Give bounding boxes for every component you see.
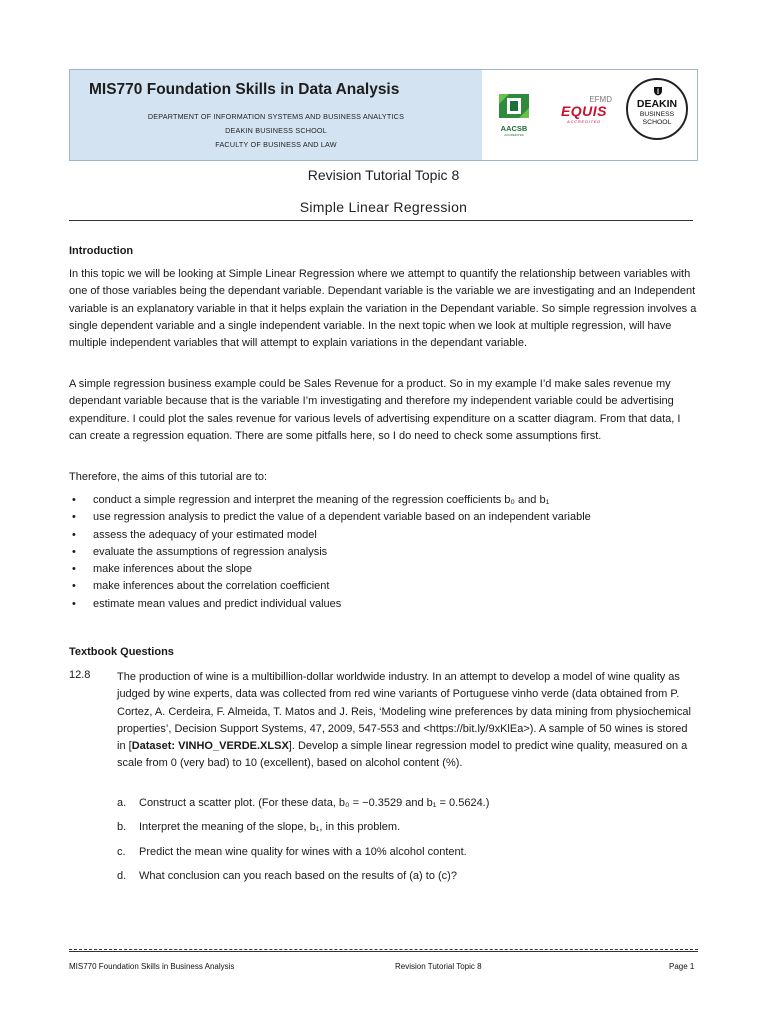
deakin-subtext-1: BUSINESS bbox=[639, 111, 675, 118]
footer-divider bbox=[69, 949, 698, 950]
list-item: • make inferences about the slope bbox=[69, 561, 699, 578]
textbook-questions-heading: Textbook Questions bbox=[69, 646, 174, 658]
aims-list bbox=[69, 492, 699, 613]
bullet-icon: • bbox=[72, 580, 76, 593]
dataset-reference: Dataset: VINHO_VERDE.XLSX bbox=[131, 740, 289, 753]
list-item: • make inferences about the correlation coefficient bbox=[69, 578, 699, 595]
question-number: 12.8 bbox=[69, 669, 91, 681]
introduction-paragraph-1: In this topic we will be looking at Simple Linear Regression where we attempt to quantify the relationship between variables with one of those variables being the dependant variable. Dependant variable is the variable we are investigating and an Independent variable is an explanatory variable in that it helps explain the variation in the Dependant variable. So simple regression involves a single dependent variable and a single independent variable. In the next topic when we look at multiple regression, will have multiple independent variables that will attempt to explain variations in the dependant variable. bbox=[69, 268, 697, 350]
school-line: DEAKIN BUSINESS SCHOOL bbox=[225, 126, 327, 135]
deakin-text: DEAKIN bbox=[636, 98, 678, 110]
bullet-icon: • bbox=[72, 494, 76, 506]
list-item: • use regression analysis to predict the value of a dependent variable based on an independent variable bbox=[69, 509, 699, 526]
footer-page-number: Page 1 bbox=[669, 962, 695, 971]
question-text: The production of wine is a multibillion-dollar worldwide industry. In an attempt to develop a model of wine quality as judged by wine experts, data was collected from red wine variants of Portuguese vinho verde (data obtained from P. Cortez, A. Cerdeira, F. Almeida, T. Matos and J. Reis, ‘Modeling wine preferences by data mining from physiochemical properties’, Decision Support Systems, 47, 2009, 547-553 and <https://bit.ly/9xKlEa>). A sample of 50 wines is stored in [Dataset: VINHO_VERDE.XLSX]. Develop a simple linear regression model to predict wine quality, measured on a scale from 0 (very bad) to 10 (excellent), based on alcohol content (%). bbox=[117, 671, 691, 770]
aacsb-subtext: ACCREDITED bbox=[504, 133, 524, 137]
deakin-logo bbox=[626, 78, 688, 140]
efmd-text: EFMD bbox=[589, 95, 612, 104]
aacsb-text: AACSB bbox=[500, 124, 528, 133]
equis-logo bbox=[550, 95, 618, 124]
introduction-heading: Introduction bbox=[69, 245, 134, 257]
faculty-line: FACULTY OF BUSINESS AND LAW bbox=[215, 140, 337, 149]
footer-course: MIS770 Foundation Skills in Business Analysis bbox=[69, 962, 235, 971]
aims-lead-in: Therefore, the aims of this tutorial are to: bbox=[69, 471, 268, 483]
equis-text: EQUIS bbox=[560, 103, 608, 119]
footer-topic: Revision Tutorial Topic 8 bbox=[395, 962, 482, 971]
list-item: • evaluate the assumptions of regression analysis bbox=[69, 544, 699, 561]
page-subtitle: Simple Linear Regression bbox=[299, 199, 468, 215]
subquestion-c: c. Predict the mean wine quality for wines with a 10% alcohol content. bbox=[117, 846, 467, 858]
header-banner bbox=[69, 69, 698, 161]
list-item: • assess the adequacy of your estimated model bbox=[69, 527, 699, 544]
equis-subtext: ACCREDITED bbox=[566, 119, 601, 124]
aacsb-mark-icon bbox=[499, 94, 529, 118]
subquestion-b: b. Interpret the meaning of the slope, b₁, in this problem. bbox=[117, 821, 401, 833]
department-line: DEPARTMENT OF INFORMATION SYSTEMS AND BUSINESS ANALYTICS bbox=[147, 112, 405, 121]
list-item: • conduct a simple regression and interpret the meaning of the regression coefficients b₀ and b₁ bbox=[69, 492, 699, 509]
deakin-shield-icon bbox=[653, 86, 663, 96]
bullet-icon: • bbox=[72, 597, 76, 610]
bullet-icon: • bbox=[72, 545, 76, 558]
subquestion-d: d. What conclusion can you reach based on the results of (a) to (c)? bbox=[117, 870, 457, 882]
accreditation-logos bbox=[482, 70, 697, 160]
subquestion-a: a. Construct a scatter plot. (For these data, b₀ = −0.3529 and b₁ = 0.5624.) bbox=[117, 797, 490, 809]
bullet-icon: • bbox=[72, 563, 76, 576]
bullet-icon: • bbox=[72, 511, 76, 524]
list-item: • estimate mean values and predict individual values bbox=[69, 596, 699, 613]
course-title: MIS770 Foundation Skills in Data Analysis bbox=[89, 81, 400, 98]
page-title: Revision Tutorial Topic 8 bbox=[307, 167, 460, 183]
title-divider bbox=[69, 220, 693, 221]
introduction-paragraph-2: A simple regression business example could be Sales Revenue for a product. So in my example I’d make sales revenue my dependant variable because that is the variable I’m investigating and therefore my independent variable could be advertising expenditure. I could plot the sales revenue for various levels of advertising expenditure on a scatter diagram. From that data, I can create a regression equation. There are some pitfalls here, so I do need to check some assumptions first. bbox=[69, 378, 681, 442]
footer-divider-line bbox=[69, 951, 698, 952]
bullet-icon: • bbox=[72, 528, 76, 541]
banner-title-panel bbox=[70, 70, 482, 160]
aacsb-logo bbox=[497, 94, 531, 137]
deakin-subtext-2: SCHOOL bbox=[642, 119, 672, 126]
